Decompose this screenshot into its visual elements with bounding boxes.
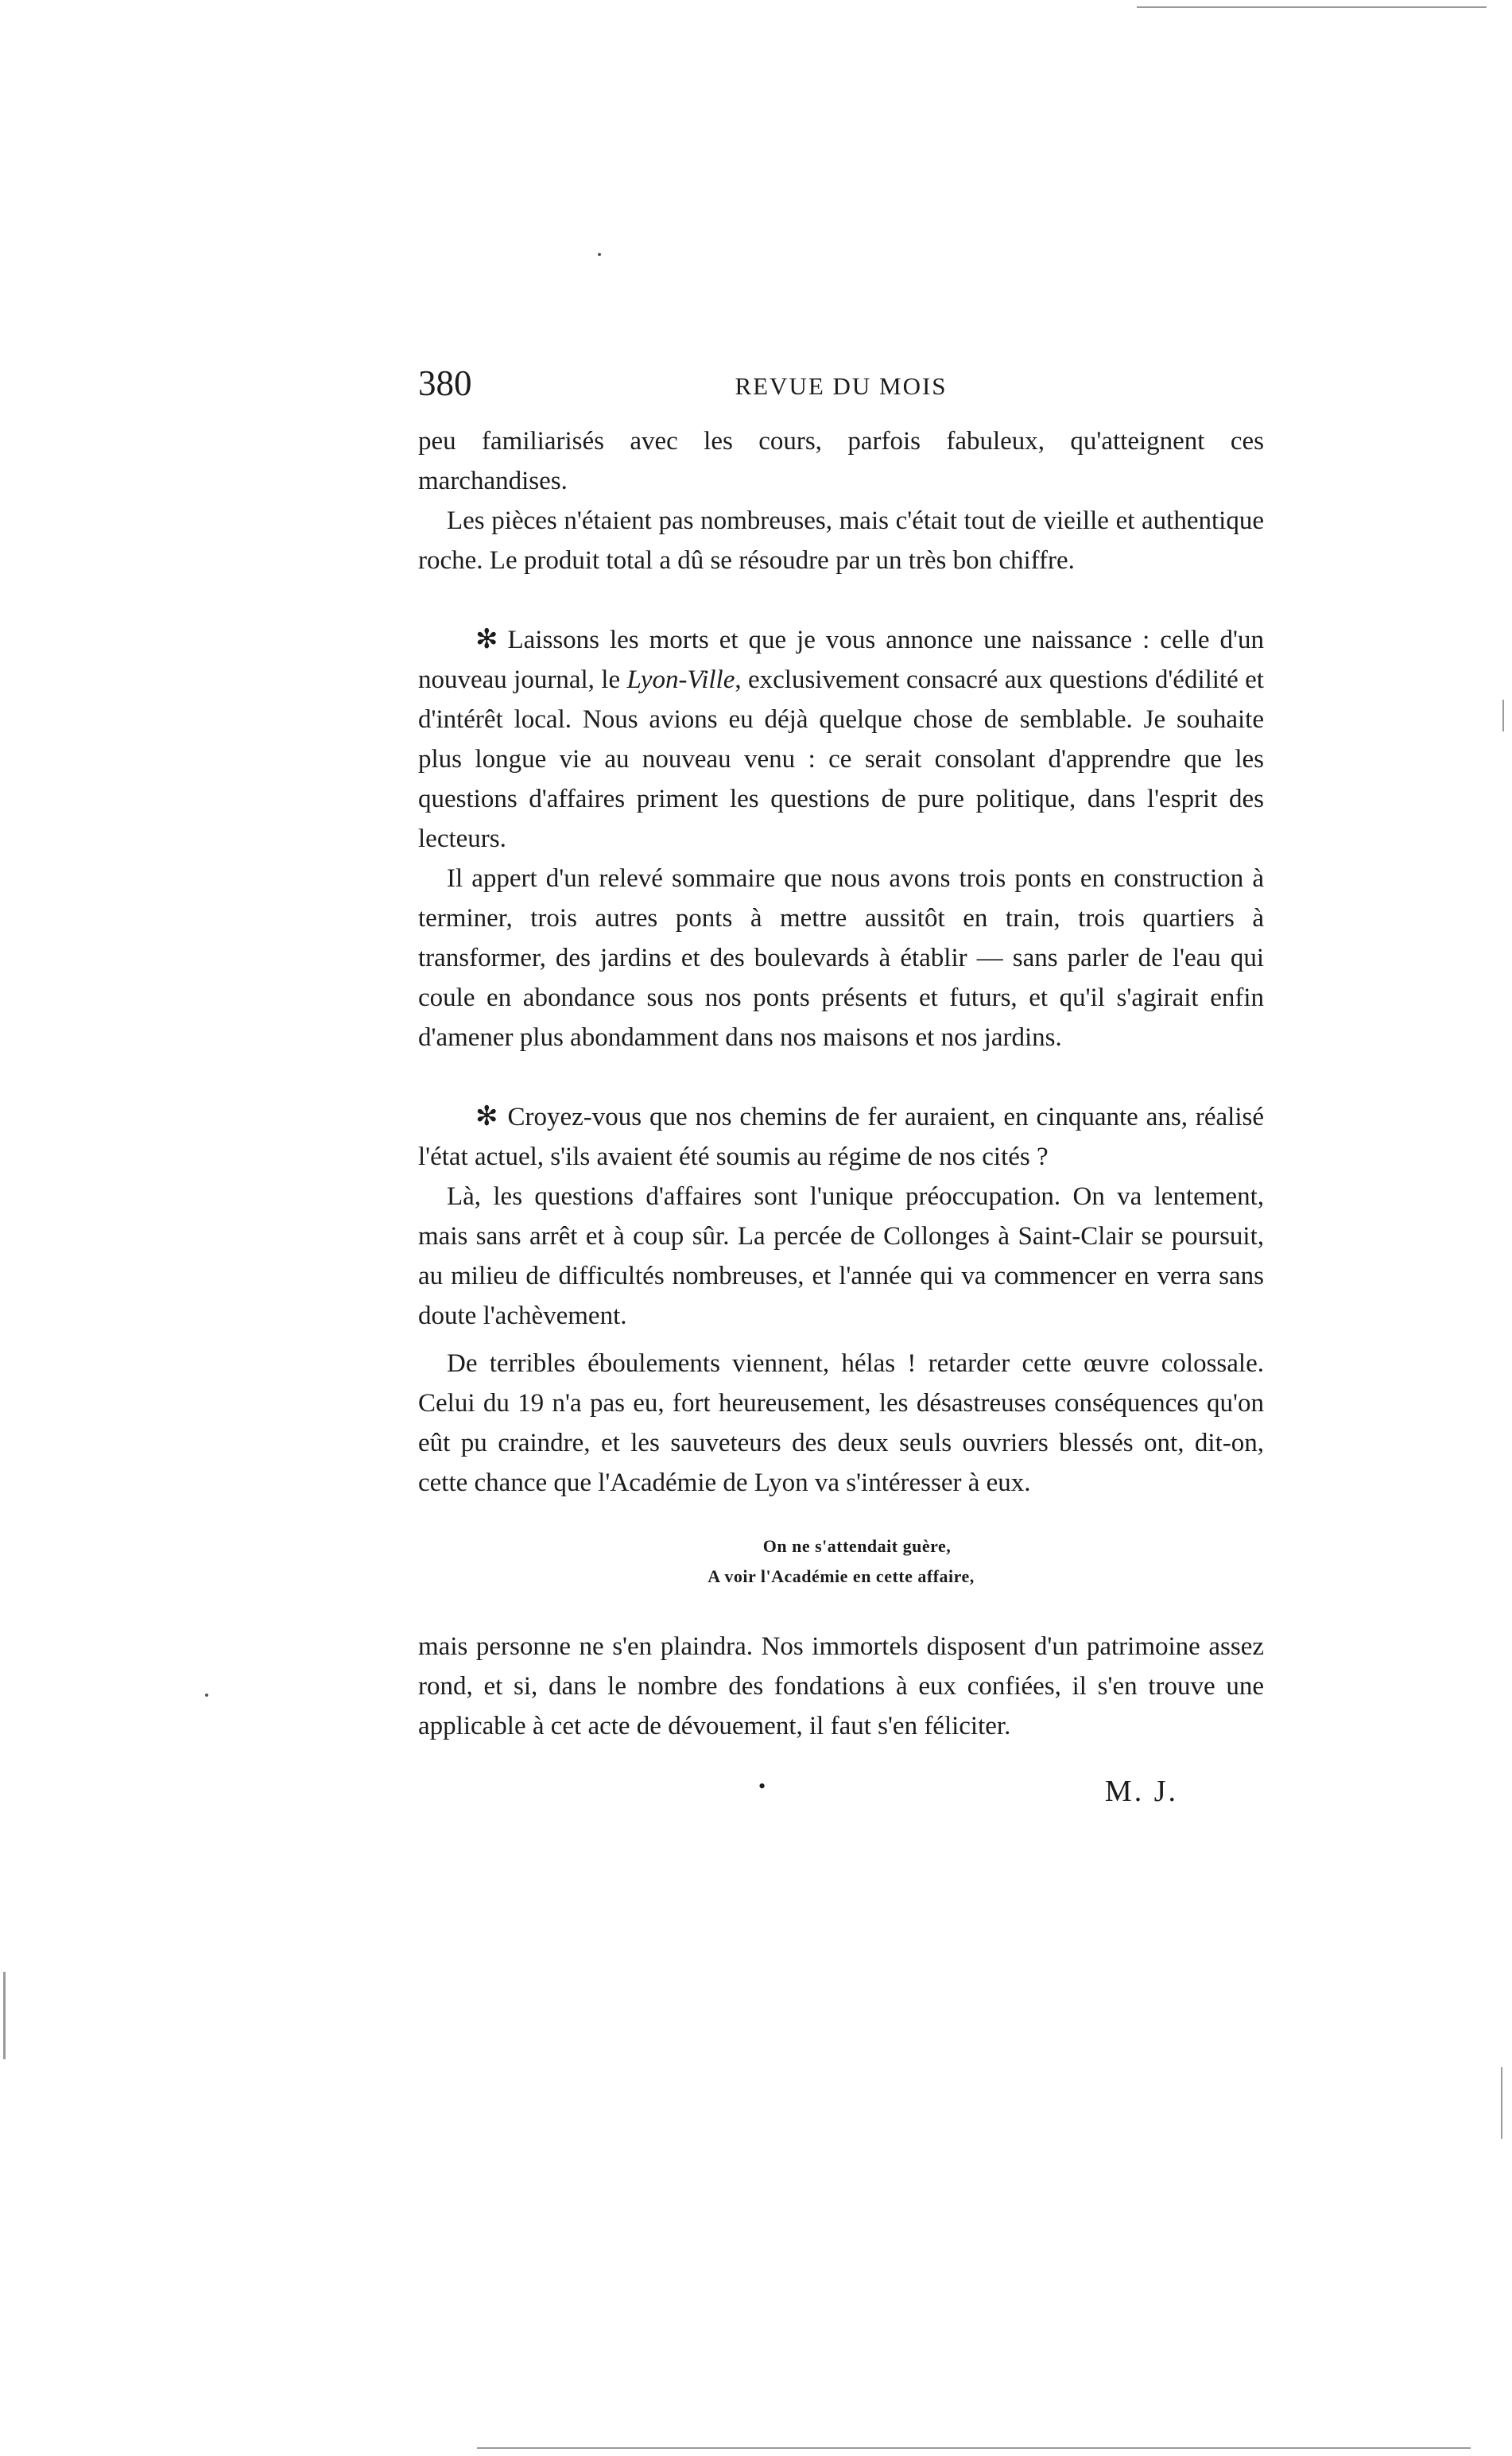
scan-margin-mark	[1137, 6, 1487, 8]
author-signature: M. J.	[1104, 1775, 1178, 1808]
scan-speck	[205, 1694, 208, 1697]
paragraph-bridges: Il appert d'un relevé sommaire que nous avons trois ponts en construction à terminer, trois autres ponts à mettre aussitôt en train, trois quartiers à transformer, des jardins et des boulevards à établir — sans parler de l'eau qui coule en abondance sous nos ponts présents et futurs, et qu'il s'agirait enfin d'amener plus abondamment dans nos maisons et nos jardins.	[418, 864, 1264, 1052]
scan-margin-mark	[1501, 2067, 1502, 2139]
paragraph-new-journal-text-end: , exclusivement consacré aux questions d'édilité et d'intérêt local. Nous avions eu déjà quelque chose de semblable. Je souhaite plus longue vie au nouveau venu : ce serait consolant d'apprendre que les questions d'affaires priment les questions de pure politique, dans l'esprit des lecteurs.	[418, 665, 1264, 853]
paragraph-closing: mais personne ne s'en plaindra. Nos immortels disposent d'un patrimoine assez rond, et si, dans le nombre des fondations à eux confiées, il s'en trouve une applicable à cet acte de dévouement, il faut s'en féliciter.	[418, 1632, 1264, 1740]
scan-margin-mark	[477, 2447, 1471, 2449]
verse-line: A voir l'Académie en cette affaire,	[708, 1566, 975, 1586]
paragraph-new-journal	[418, 620, 1264, 859]
paragraph-landslides: De terribles éboulements viennent, hélas ! retarder cette œuvre colossale. Celui du 19 n'a pas eu, fort heureusement, les désastreuses conséquences qu'on eût pu craindre, et les sauveteurs des deux seuls ouvriers blessés ont, dit-on, cette chance que l'Académie de Lyon va s'intéresser à eux.	[418, 1349, 1264, 1497]
page-header	[418, 359, 1264, 407]
verse-line: On ne s'attendait guère,	[762, 1536, 952, 1556]
paragraph-continuation: peu familiarisés avec les cours, parfois fabuleux, qu'atteignent ces marchandises.	[418, 427, 1264, 495]
paragraph-railways-text: Croyez-vous que nos chemins de fer auraient, en cinquante ans, réalisé l'état actuel, s'ils avaient été soumis au régime de nos cités ?	[418, 1103, 1264, 1171]
paragraph-railways	[418, 1097, 1264, 1177]
paragraph-new-journal-text-start: Laissons les morts et que je vous annonce une naissance : celle d'un nouveau journal, le	[418, 626, 1264, 694]
section-gap	[418, 1057, 1264, 1097]
article-body	[418, 421, 1264, 1814]
bullet-mark: •	[758, 1775, 766, 1798]
paragraph-gap	[418, 1336, 1264, 1344]
journal-title: Lyon-Ville	[626, 665, 735, 694]
section-star-icon: ✻	[475, 1102, 498, 1131]
running-head: REVUE DU MOIS	[735, 372, 948, 400]
scan-margin-mark	[3, 1972, 6, 2059]
scan-margin-mark	[1502, 700, 1504, 731]
verse-quotation	[418, 1531, 1264, 1592]
page-number: 380	[418, 363, 472, 403]
paragraph-tunnel: Là, les questions d'affaires sont l'unique préoccupation. On va lentement, mais sans arrêt et à coup sûr. La percée de Collonges à Saint-Clair se poursuit, au milieu de difficultés nombreuses, et l'année qui va commencer en verra sans doute l'achèvement.	[418, 1182, 1264, 1330]
section-star-icon: ✻	[475, 625, 498, 654]
section-gap	[418, 580, 1264, 620]
scan-speck	[598, 253, 601, 256]
paragraph-auction: Les pièces n'étaient pas nombreuses, mais c'était tout de vieille et authentique roche. Le produit total a dû se résoudre par un très bon chiffre.	[418, 506, 1264, 575]
signature-row	[418, 1767, 1264, 1814]
